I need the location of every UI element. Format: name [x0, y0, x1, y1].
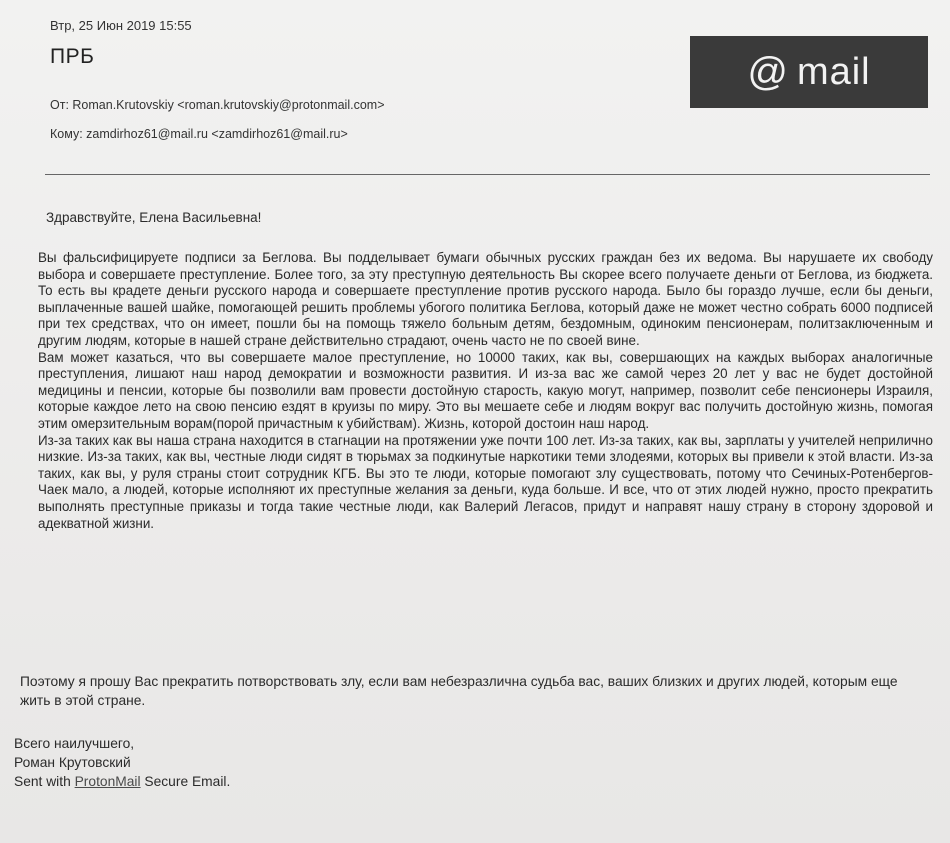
header-divider [45, 174, 930, 175]
sent-suffix: Secure Email. [144, 774, 231, 789]
email-subject: ПРБ [50, 45, 95, 68]
signature-sent-line [14, 772, 230, 791]
at-sign-icon: @ [747, 49, 789, 94]
protonmail-link[interactable]: ProtonMail [74, 774, 141, 789]
body-paragraph: Из-за таких как вы наша страна находится в стагнации на протяжении уже почти 100 лет. Из-за таких, как вы, зарплаты у учителей неприлично низкие. Из-за таких, как вы, честные люди сидят в тюрьмах за подкинутые наркотики теми злодеями, которых вы привели к этой власти. Из-за таких, как вы, у руля страны стоит сотрудник КГБ. Вы это те люди, которые помогают злу существовать, потому что Сечиных-Ротенбергов-Чаек мало, а людей, которые исполняют их преступные желания за деньги, куда больше. И все, что от этих людей нужно, просто прекратить выполнять преступные приказы и тогда такие честные люди, как Валерий Легасов, придут и направят нашу страну в сторону здоровой и адекватной жизни. [38, 432, 933, 531]
mail-logo-text: mail [796, 50, 871, 93]
email-date: Втр, 25 Июн 2019 15:55 [50, 18, 192, 33]
body-paragraph: Вы фальсифицируете подписи за Беглова. Вы подделывает бумаги обычных русских граждан без их ведома. Вы нарушаете их свободу выбора и совершаете преступление. Более того, за эту преступную деятельность Вы скорее всего получаете деньги от Беглова, из бюджета. То есть вы крадете деньги русского народа и совершаете преступление против русского народа. Было бы гораздо лучше, если бы деньги, выплаченные вашей шайке, помогающей решить проблемы убогого политика Беглова, который даже не может честно собрать 6000 подписей при тех средствах, что он имеет, пошли бы на помощь тяжело больным детям, бездомным, одиноким пенсионерам, политзаключенным и другим людям, которые в нашей стране действительно страдают, очень часто не по своей вине. [38, 250, 933, 348]
body-paragraph: Вам может казаться, что вы совершаете малое преступление, но 10000 таких, как вы, совершающих на каждых выборах аналогичные преступления, лишают наш народ демократии и возможности развития. И из-за вас же самой через 20 лет у вас не будет достойной медицины и пенсии, которые бы позволили вам провести достойную старость, какую могут, например, позволит себе пенсионеры Израиля, которые каждое лето на свою пенсию ездят в круизы по миру. Это вы мешаете себе и людям вокруг вас получить достойную жизнь, помогая этим омерзительным ворам(порой причастным к убийствам). Жизнь, которой достоин наш народ. [38, 349, 933, 431]
email-to: Кому: zamdirhoz61@mail.ru <zamdirhoz61@mail.ru> [50, 127, 348, 141]
sent-prefix: Sent with [14, 774, 71, 789]
signature [14, 734, 230, 791]
email-body [38, 250, 933, 532]
email-from: От: Roman.Krutovskiy <roman.krutovskiy@protonmail.com> [50, 98, 385, 112]
closing-paragraph: Поэтому я прошу Вас прекратить потворствовать злу, если вам небезразлична судьба вас, ваших близких и других людей, которым еще жить в этой стране. [20, 674, 898, 708]
signature-regards: Всего наилучшего, [14, 736, 135, 751]
mail-logo [690, 36, 928, 108]
greeting: Здравствуйте, Елена Васильевна! [46, 210, 262, 225]
signature-name: Роман Крутовский [14, 755, 131, 770]
